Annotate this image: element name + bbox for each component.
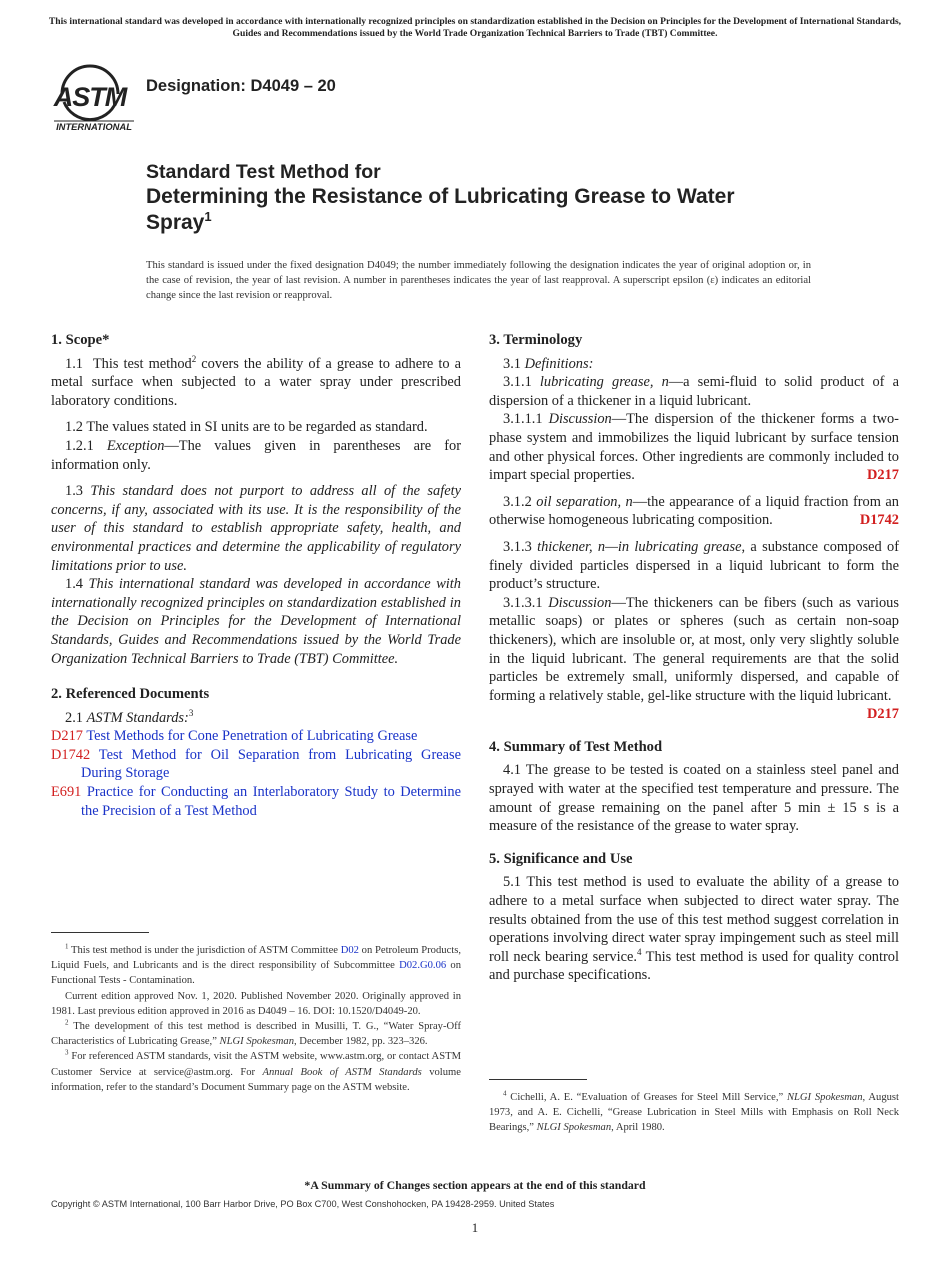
paragraph-1-4: 1.4 This international standard was developed in accordance with internationally recognized principles on standardization established in the Decision on Principles for the Development of International Standards, Guides and Recommendations issued by the World Trade Organization Technical Barriers to Trade (TBT) Committee.: [51, 576, 461, 667]
paragraph-1-1: 1.1 This test method$^2$ covers the ability of a grease to adhere to a metal surface when subjected to a water spray under prescribed laboratory conditions.: [51, 353, 461, 409]
right-column: [489, 331, 899, 985]
footnote-3: $^3$ For referenced ASTM standards, visit the ASTM website, www.astm.org, or contact ASTM Customer Service at service@astm.org. For Annual Book of ASTM Standards volume information, refer to the standard’s Document Summary page on the ASTM website.: [51, 1048, 461, 1093]
paragraph-5-1: 5.1 This test method is used to evaluate the ability of a grease to adhere to a metal surface when subjected to direct water spray. The results obtained from the use of this test method suggest correlation in operations involving direct water spray impingement such as steel mill roll neck bearing service.$^4$ This test method is used for quality control and purchase specifications.: [489, 874, 899, 984]
footnote-ref-3[interactable]: 3: [188, 707, 194, 718]
paragraph-1-2: 1.2 The values stated in SI units are to be regarded as standard.: [65, 419, 428, 436]
left-column: [51, 331, 461, 820]
footnotes-left: [51, 932, 461, 1095]
title-line-3: Spray$^1$: [146, 209, 212, 234]
definition-source-d217[interactable]: D217: [867, 467, 899, 484]
definition-source-d1742[interactable]: D1742: [859, 512, 899, 529]
section-heading-terminology: 3. Terminology: [489, 332, 583, 348]
section-heading-summary: 4. Summary of Test Method: [489, 738, 663, 755]
title-line-1: Standard Test Method for: [146, 161, 381, 183]
copyright: Copyright © ASTM International, 100 Barr Harbor Drive, PO Box C700, West Conshohocken, PA 19428-2959. United States: [51, 1199, 555, 1209]
footnote-4: $^4$ Cichelli, A. E. “Evaluation of Greases for Steel Mill Service,” NLGI Spokesman, August 1973, and A. E. Cichelli, “Grease Lubrication in Steel Mills with Emphasis on Roll Neck Bearings,” NLGI Spokesman, April 1980.: [489, 1089, 899, 1134]
logo-subtext: INTERNATIONAL: [56, 121, 132, 132]
footnote-ref-2[interactable]: 2: [191, 353, 197, 364]
summary-of-changes-note: *A Summary of Changes section appears at the end of this standard: [304, 1178, 646, 1192]
paragraph-2-1: 2.1 ASTM Standards:$^3$: [65, 707, 194, 726]
paragraph-3-1-2: 3.1.2 oil separation, n—the appearance of a liquid fraction from an otherwise homogeneous lubricating composition. D1742: [489, 493, 899, 529]
astm-logo: [52, 54, 136, 134]
paragraph-3-1-3: 3.1.3 thickener, n—in lubricating grease, a substance composed of finely divided particles dispersed in a liquid lubricant to form the product’s structure.: [489, 538, 899, 593]
page-number: 1: [471, 1221, 479, 1235]
document-title: [146, 160, 846, 236]
footnote-ref-4[interactable]: 4: [636, 947, 642, 958]
paragraph-3-1-1: 3.1.1 lubricating grease, n—a semi-fluid to solid product of a dispersion of a thickener in a liquid lubricant.: [489, 374, 899, 409]
issuance-statement: This standard is issued under the fixed designation D4049; the number immediately following the designation indicates the year of original adoption or, in the case of revision, the year of last revision. A number in parentheses indicates the year of last reapproval. A superscript epsilon (ε) indicates an editorial change since the last revision or reapproval.: [146, 260, 811, 302]
title-footnote-ref[interactable]: 1: [204, 209, 212, 224]
definition-source-d217-2[interactable]: D217: [867, 706, 899, 723]
reference-item-d1742[interactable]: D1742 Test Method for Oil Separation from Lubricating Grease During Storage: [51, 746, 461, 782]
footnote-rule-right: [489, 1079, 587, 1080]
paragraph-3-1: 3.1 Definitions:: [503, 355, 594, 372]
paragraph-1-3: 1.3 This standard does not purport to address all of the safety concerns, if any, associated with its use. It is the responsibility of the user of this standard to establish appropriate safety, health, and environmental practices and determine the applicability of regulatory limitations prior to use.: [51, 483, 461, 574]
footnote-1: $^1$ This test method is under the jurisdiction of ASTM Committee D02 on Petroleum Products, Liquid Fuels, and Lubricants and is the direct responsibility of Subcommittee D02.G0.06 on Functional Tests - Contamination. Current edition approved Nov. 1, 2020. Published November 2020. Originally approved in 1981. Last previous edition approved in 2016 as D4049 – 16. DOI: 10.1520/D4049-20.: [51, 943, 461, 1019]
paragraph-3-1-1-1: 3.1.1.1 Discussion—The dispersion of the thickener forms a two-phase system and immobilizes the liquid lubricant by surface tension and other physical forces. Other ingredients are commonly included to impart special properties. D217: [489, 411, 899, 484]
section-heading-referenced-documents: 2. Referenced Documents: [51, 686, 210, 703]
section-heading-scope: 1. Scope*: [51, 332, 110, 348]
paragraph-1-2-1: 1.2.1 Exception—The values given in parentheses are for information only.: [51, 437, 461, 473]
logo-text: ASTM: [53, 82, 127, 112]
reference-item-d217[interactable]: D217 Test Methods for Cone Penetration of Lubricating Grease: [51, 728, 418, 745]
paragraph-3-1-3-1: 3.1.3.1 Discussion—The thickeners can be fibers (such as various metallic soaps) or plates or spheres (such as certain non-soap thickeners), which are insoluble or, at most, only very slightly soluble in the liquid lubricant. The general requirements are that the solid particles be extremely small, uniformly dispersed, and capable of forming a relatively stable, gel-like structure with the liquid lubricant. D217: [489, 594, 899, 723]
paragraph-4-1: 4.1 The grease to be tested is coated on a stainless steel panel and sprayed with water at the specified test temperature and pressure. The amount of grease remaining on the panel after 5 min ± 15 s is a measure of the resistance of the grease to water spray.: [489, 762, 899, 835]
footnote-2: $^2$ The development of this test method is described in Musilli, T. G., “Water Spray-Off Characteristics of Lubricating Grease,” NLGI Spokesman, December 1982, pp. 323–326.: [51, 1018, 461, 1048]
top-notice: This international standard was developed in accordance with internationally recognized principles on standardization established in the Decision on Principles for the Development of International Standards, Guides and Recommendations issued by the World Trade Organization Technical Barriers to Trade (TBT) Committee.: [48, 16, 902, 39]
committee-link-d02[interactable]: D02: [340, 945, 359, 956]
title-line-2: Determining the Resistance of Lubricating Grease to Water: [146, 185, 735, 208]
footnote-1-edition: Current edition approved Nov. 1, 2020. Published November 2020. Originally approved in 1981. Last previous edition approved in 2016 as D4049 – 16. DOI: 10.1520/D4049-20.: [51, 990, 461, 1017]
footnote-rule: [51, 932, 149, 933]
reference-item-e691[interactable]: E691 Practice for Conducting an Interlaboratory Study to Determine the Precision of a Test Method: [51, 784, 461, 819]
section-heading-significance: 5. Significance and Use: [489, 850, 633, 867]
designation: Designation: D4049 – 20: [146, 77, 336, 95]
subcommittee-link[interactable]: D02.G0.06: [399, 960, 447, 972]
footnotes-right: [489, 1079, 899, 1136]
